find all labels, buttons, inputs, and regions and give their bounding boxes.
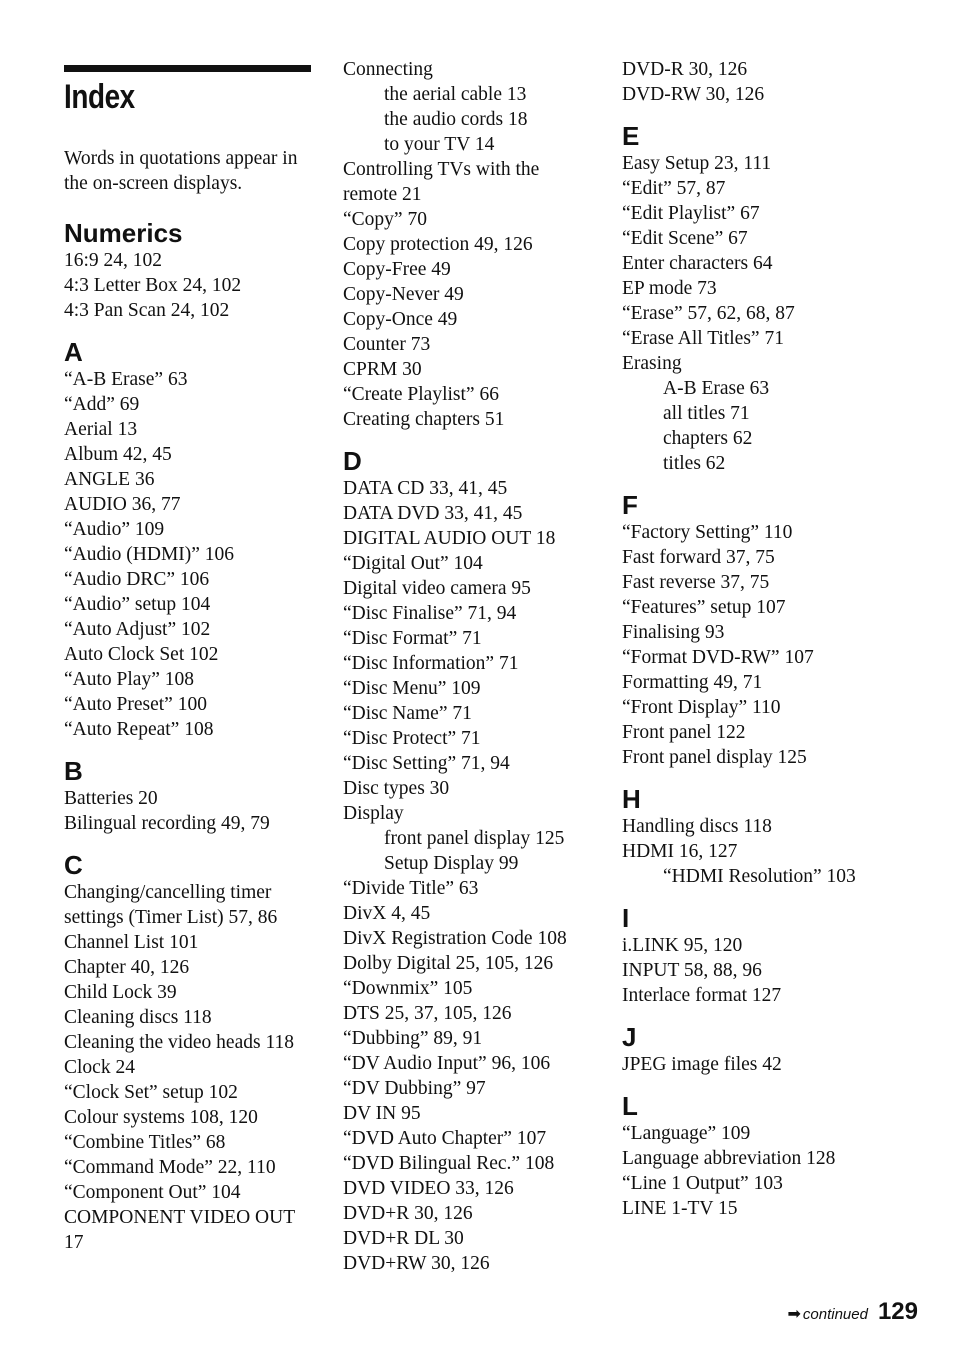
index-entry: Album 42, 45 [64, 444, 172, 465]
section-letter: I [622, 903, 630, 933]
index-entry: “Auto Adjust” 102 [64, 619, 211, 640]
index-entry: CPRM 30 [343, 359, 422, 380]
index-entry: “Erase” 57, 62, 68, 87 [622, 303, 795, 324]
index-group [622, 1022, 882, 1077]
index-entry: INPUT 58, 88, 96 [622, 960, 762, 981]
index-entry: “Disc Information” 71 [343, 653, 519, 674]
index-entry: Changing/cancelling timer settings (Timer List) 57, 86 [64, 882, 278, 928]
index-entry: “Audio (HDMI)” 106 [64, 544, 235, 565]
intro-text: Words in quotations appear in the on-screen displays. [64, 148, 298, 194]
index-group [622, 903, 882, 1008]
index-entry: DVD+R DL 30 [343, 1228, 464, 1249]
index-entry: DivX 4, 45 [343, 903, 431, 924]
index-subentry: Setup Display 99 [384, 853, 519, 874]
index-entry: DVD-R 30, 126 [622, 59, 748, 80]
index-entry: DATA CD 33, 41, 45 [343, 478, 508, 499]
index-entry: Erasing [622, 353, 682, 374]
index-column-1 [64, 57, 314, 1269]
index-column-2 [343, 57, 598, 1290]
index-entry: Clock 24 [64, 1057, 135, 1078]
index-entry: DTS 25, 37, 105, 126 [343, 1003, 512, 1024]
right-arrow-icon: ➡ [787, 1306, 801, 1323]
section-letter: L [622, 1091, 638, 1121]
index-entry: “Component Out” 104 [64, 1182, 241, 1203]
index-entry: “Auto Repeat” 108 [64, 719, 214, 740]
index-entry: DATA DVD 33, 41, 45 [343, 503, 523, 524]
index-entry: DV IN 95 [343, 1103, 421, 1124]
index-entry: “Disc Setting” 71, 94 [343, 753, 510, 774]
index-group [64, 218, 314, 323]
index-entry: “Disc Protect” 71 [343, 728, 481, 749]
index-group [622, 784, 882, 889]
index-groups [64, 218, 314, 1255]
index-entry: Fast reverse 37, 75 [622, 572, 770, 593]
index-entry: “Downmix” 105 [343, 978, 473, 999]
index-entry: Dolby Digital 25, 105, 126 [343, 953, 554, 974]
index-entry: Enter characters 64 [622, 253, 773, 274]
index-entry: Digital video camera 95 [343, 578, 531, 599]
index-entry: “Copy” 70 [343, 209, 427, 230]
page-title: Index [64, 78, 135, 116]
index-entry: “Erase All Titles” 71 [622, 328, 784, 349]
index-entry: “Disc Format” 71 [343, 628, 482, 649]
index-entry: EP mode 73 [622, 278, 717, 299]
index-subentry: A-B Erase 63 [663, 378, 770, 399]
index-entry: 16:9 24, 102 [64, 250, 163, 271]
index-entry: Counter 73 [343, 334, 431, 355]
index-entry: i.LINK 95, 120 [622, 935, 743, 956]
index-entry: Chapter 40, 126 [64, 957, 190, 978]
section-letter: Numerics [64, 218, 183, 248]
index-entry: Front panel 122 [622, 722, 746, 743]
index-entry: “Divide Title” 63 [343, 878, 479, 899]
index-entry: “Clock Set” setup 102 [64, 1082, 238, 1103]
index-entry: Copy-Free 49 [343, 259, 451, 280]
index-subentry: chapters 62 [663, 428, 753, 449]
continued-text: continued [802, 1306, 868, 1323]
index-groups [622, 57, 882, 1221]
section-letter: J [622, 1022, 637, 1052]
index-group [622, 57, 882, 107]
index-entry: HDMI 16, 127 [622, 841, 738, 862]
index-group [343, 446, 598, 1276]
index-entry: “Create Playlist” 66 [343, 384, 499, 405]
index-entry: Channel List 101 [64, 932, 199, 953]
index-entry: “Edit Playlist” 67 [622, 203, 760, 224]
index-subentry: to your TV 14 [384, 134, 495, 155]
index-entry: “Edit Scene” 67 [622, 228, 748, 249]
index-entry: Front panel display 125 [622, 747, 807, 768]
index-entry: Language abbreviation 128 [622, 1148, 836, 1169]
index-entry: “DV Audio Input” 96, 106 [343, 1053, 551, 1074]
index-entry: “Front Display” 110 [622, 697, 781, 718]
index-entry: Child Lock 39 [64, 982, 177, 1003]
index-entry: Copy-Once 49 [343, 309, 458, 330]
index-entry: Colour systems 108, 120 [64, 1107, 258, 1128]
index-entry: 4:3 Pan Scan 24, 102 [64, 300, 230, 321]
index-entry: “Audio DRC” 106 [64, 569, 210, 590]
index-entry: “A-B Erase” 63 [64, 369, 188, 390]
index-entry: “Disc Name” 71 [343, 703, 472, 724]
index-entry: Batteries 20 [64, 788, 158, 809]
index-entry: “Digital Out” 104 [343, 553, 483, 574]
index-entry: ANGLE 36 [64, 469, 155, 490]
index-entry: Aerial 13 [64, 419, 138, 440]
index-entry: DVD+RW 30, 126 [343, 1253, 490, 1274]
index-subentry: the aerial cable 13 [384, 84, 527, 105]
index-entry: JPEG image files 42 [622, 1054, 782, 1075]
index-entry: “Dubbing” 89, 91 [343, 1028, 483, 1049]
index-entry: DVD VIDEO 33, 126 [343, 1178, 514, 1199]
index-entry: “Add” 69 [64, 394, 140, 415]
index-entry: Connecting [343, 59, 433, 80]
index-column-3 [622, 57, 882, 1235]
index-subentry: the audio cords 18 [384, 109, 528, 130]
section-letter: B [64, 756, 83, 786]
page-footer [787, 1298, 918, 1326]
index-entry: Display [343, 803, 404, 824]
section-letter: F [622, 490, 638, 520]
continued-label [787, 1304, 867, 1324]
index-entry: “DV Dubbing” 97 [343, 1078, 486, 1099]
index-entry: Handling discs 118 [622, 816, 772, 837]
page-number: 129 [877, 1298, 918, 1325]
index-entry: Bilingual recording 49, 79 [64, 813, 270, 834]
index-entry: Creating chapters 51 [343, 409, 505, 430]
section-letter: E [622, 121, 640, 151]
index-entry: “Features” setup 107 [622, 597, 786, 618]
index-subentry: all titles 71 [663, 403, 750, 424]
index-entry: “DVD Auto Chapter” 107 [343, 1128, 547, 1149]
index-entry: AUDIO 36, 77 [64, 494, 181, 515]
index-entry: Fast forward 37, 75 [622, 547, 775, 568]
index-group [64, 756, 314, 836]
title-rule [64, 65, 311, 72]
index-entry: “Edit” 57, 87 [622, 178, 726, 199]
index-entry: “Combine Titles” 68 [64, 1132, 226, 1153]
index-entry: DVD+R 30, 126 [343, 1203, 473, 1224]
index-entry: “Disc Finalise” 71, 94 [343, 603, 517, 624]
index-group [622, 1091, 882, 1221]
index-entry: DVD-RW 30, 126 [622, 84, 765, 105]
index-entry: LINE 1-TV 15 [622, 1198, 738, 1219]
index-entry: 4:3 Letter Box 24, 102 [64, 275, 242, 296]
index-group [622, 121, 882, 476]
index-entry: Formatting 49, 71 [622, 672, 763, 693]
index-entry: Cleaning discs 118 [64, 1007, 212, 1028]
index-entry: Cleaning the video heads 118 [64, 1032, 294, 1053]
index-entry: Copy-Never 49 [343, 284, 464, 305]
index-entry: COMPONENT VIDEO OUT 17 [64, 1207, 295, 1253]
index-entry: Auto Clock Set 102 [64, 644, 219, 665]
index-entry: “Disc Menu” 109 [343, 678, 481, 699]
index-entry: “Language” 109 [622, 1123, 751, 1144]
index-group [64, 337, 314, 742]
index-entry: “Command Mode” 22, 110 [64, 1157, 276, 1178]
index-group [622, 490, 882, 770]
section-letter: D [343, 446, 362, 476]
index-group [64, 850, 314, 1255]
index-entry: “Factory Setting” 110 [622, 522, 793, 543]
index-entry: “Audio” setup 104 [64, 594, 211, 615]
index-entry: “DVD Bilingual Rec.” 108 [343, 1153, 555, 1174]
index-entry: Disc types 30 [343, 778, 450, 799]
index-subentry: front panel display 125 [384, 828, 565, 849]
index-entry: “Audio” 109 [64, 519, 165, 540]
index-entry: Easy Setup 23, 111 [622, 153, 772, 174]
index-groups [343, 57, 598, 1276]
index-entry: Controlling TVs with the remote 21 [343, 159, 540, 205]
index-entry: Interlace format 127 [622, 985, 782, 1006]
index-entry: Finalising 93 [622, 622, 725, 643]
index-entry: “Auto Preset” 100 [64, 694, 207, 715]
index-entry: DIGITAL AUDIO OUT 18 [343, 528, 556, 549]
section-letter: C [64, 850, 83, 880]
index-entry: “Auto Play” 108 [64, 669, 194, 690]
section-letter: H [622, 784, 641, 814]
index-group [343, 57, 598, 432]
index-entry: Copy protection 49, 126 [343, 234, 533, 255]
index-entry: “Format DVD-RW” 107 [622, 647, 814, 668]
index-subentry: “HDMI Resolution” 103 [663, 866, 856, 887]
section-letter: A [64, 337, 83, 367]
index-subentry: titles 62 [663, 453, 726, 474]
index-entry: “Line 1 Output” 103 [622, 1173, 783, 1194]
index-entry: DivX Registration Code 108 [343, 928, 567, 949]
